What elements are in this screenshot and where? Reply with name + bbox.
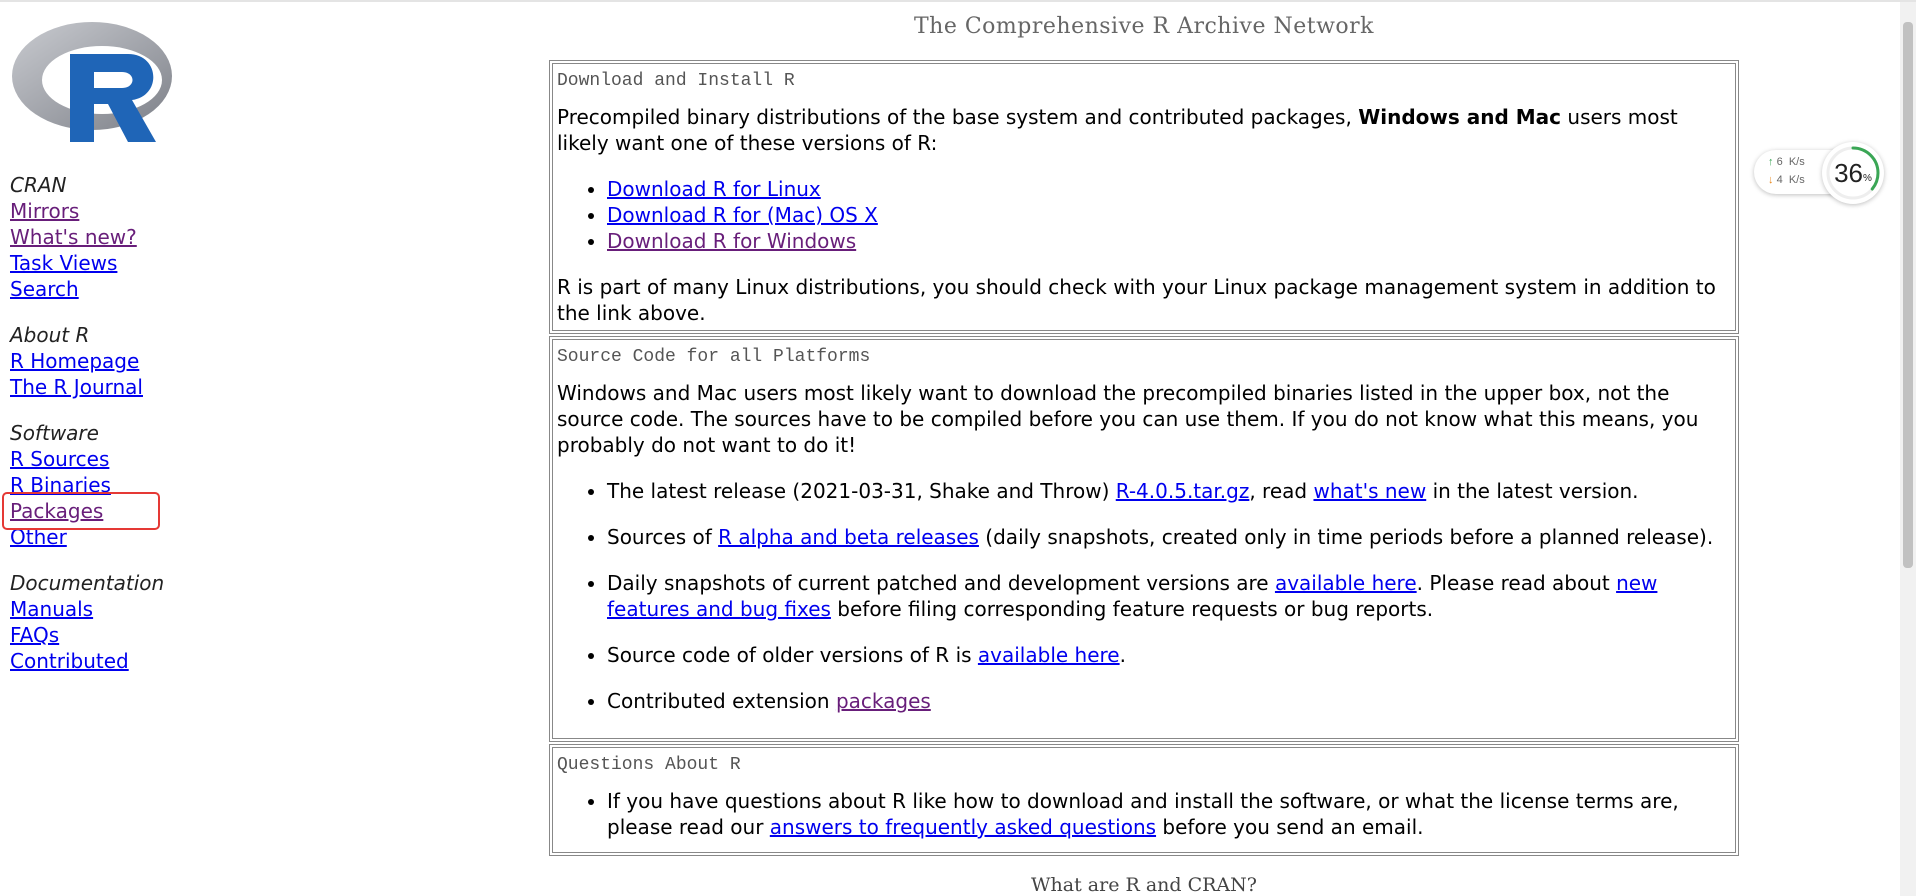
section-heading-what-are-r-cran: What are R and CRAN? (1031, 874, 1257, 896)
nav-heading-software: Software (10, 421, 99, 445)
nav-link-r-sources[interactable]: R Sources (10, 447, 110, 471)
gauge-percent: 36 (1834, 157, 1863, 188)
list-item (607, 688, 1731, 714)
download-linux-link[interactable]: Download R for Linux (607, 177, 821, 201)
nav-link-r-homepage[interactable]: R Homepage (10, 349, 140, 373)
upload-value: 6 (1776, 156, 1783, 168)
r-tarball-link[interactable]: R-4.0.5.tar.gz (1115, 479, 1250, 503)
nav-heading-documentation: Documentation (10, 571, 165, 595)
source-item-text: in the latest version. (1426, 479, 1639, 503)
scrollbar-thumb[interactable] (1903, 22, 1913, 568)
download-box-title: Download and Install R (557, 71, 795, 91)
usage-gauge (1822, 142, 1884, 204)
source-list (557, 478, 1731, 714)
questions-list (557, 788, 1731, 840)
new-features-link[interactable]: new features and bug fixes (607, 571, 1658, 621)
nav-link-r-journal[interactable]: The R Journal (10, 375, 143, 399)
download-outro: R is part of many Linux distributions, you should check with your Linux package management system in addition to the link above. (557, 275, 1716, 325)
source-box-title: Source Code for all Platforms (557, 347, 871, 367)
source-item-text: . (1119, 643, 1126, 667)
source-item-text: Source code of older versions of R is (607, 643, 978, 667)
nav-section-cran (10, 172, 230, 302)
arrow-down-icon: ↓ (1768, 174, 1774, 186)
list-item (607, 228, 1731, 254)
arrow-up-icon: ↑ (1768, 156, 1774, 168)
list-item (607, 478, 1731, 504)
network-speed-widget[interactable] (1754, 142, 1884, 204)
nav-link-packages[interactable]: Packages (10, 499, 104, 523)
nav-heading-cran: CRAN (10, 173, 67, 197)
gauge-percent-sign: % (1863, 172, 1872, 184)
list-item (607, 570, 1731, 622)
main-content (549, 60, 1739, 858)
download-mac-link[interactable]: Download R for (Mac) OS X (607, 203, 878, 227)
nav-section-software (10, 420, 230, 550)
download-intro-text: Precompiled binary distributions of the base system and contributed packages, (557, 105, 1359, 129)
questions-text-end: before you send an email. (1156, 815, 1424, 839)
left-navigation (10, 14, 230, 694)
nav-link-manuals[interactable]: Manuals (10, 597, 94, 621)
source-item-text: , read (1249, 479, 1314, 503)
nav-link-search[interactable]: Search (10, 277, 79, 301)
download-link-list (557, 176, 1731, 254)
gauge-label (1822, 142, 1884, 204)
nav-link-whats-new[interactable]: What's new? (10, 225, 137, 249)
list-item (607, 642, 1731, 668)
nav-section-about-r (10, 322, 230, 400)
vertical-scrollbar[interactable] (1900, 2, 1916, 896)
whats-new-link[interactable]: what's new (1313, 479, 1427, 503)
download-box (549, 60, 1739, 334)
questions-box-title: Questions About R (557, 755, 741, 775)
list-item (607, 176, 1731, 202)
download-intro-end: users most likely want one of these versions of R: (557, 105, 1678, 155)
daily-snapshots-link[interactable]: available here (1274, 571, 1417, 595)
list-item (607, 202, 1731, 228)
source-item-text: Contributed extension (607, 689, 836, 713)
questions-text: If you have questions about R like how to download and install the software, or what the license terms are, please read our (607, 789, 1679, 839)
browser-top-border (0, 0, 1916, 2)
nav-section-documentation (10, 570, 230, 674)
nav-link-contributed[interactable]: Contributed (10, 649, 129, 673)
source-item-text: before filing corresponding feature requests or bug reports. (830, 597, 1434, 621)
questions-box (549, 744, 1739, 856)
nav-link-task-views[interactable]: Task Views (10, 251, 118, 275)
older-versions-link[interactable]: available here (977, 643, 1120, 667)
packages-link[interactable]: packages (835, 689, 931, 713)
nav-link-faqs[interactable]: FAQs (10, 623, 60, 647)
download-unit: K/s (1788, 174, 1805, 186)
download-intro-bold: Windows and Mac (1358, 105, 1562, 129)
faq-link[interactable]: answers to frequently asked questions (769, 815, 1157, 839)
list-item (607, 524, 1731, 550)
nav-heading-about-r: About R (10, 323, 90, 347)
list-item (607, 788, 1731, 840)
source-item-text: The latest release (2021-03-31, Shake and Throw) (607, 479, 1116, 503)
download-intro (557, 104, 1731, 156)
source-item-text: Sources of (607, 525, 719, 549)
download-speed (1768, 174, 1805, 186)
download-value: 4 (1776, 174, 1783, 186)
alpha-beta-link[interactable]: R alpha and beta releases (718, 525, 979, 549)
source-item-text: (daily snapshots, created only in time periods before a planned release). (978, 525, 1714, 549)
upload-unit: K/s (1788, 156, 1805, 168)
nav-link-other[interactable]: Other (10, 525, 67, 549)
r-logo[interactable] (10, 14, 176, 144)
upload-speed (1768, 156, 1805, 168)
source-box (549, 336, 1739, 742)
nav-link-mirrors[interactable]: Mirrors (10, 199, 80, 223)
source-intro: Windows and Mac users most likely want to download the precompiled binaries listed in the upper box, not the source code. The sources have to be compiled before you can use them. If you do not know what this means, you probably do not want to do it! (557, 381, 1699, 457)
download-windows-link[interactable]: Download R for Windows (607, 229, 857, 253)
page-title: The Comprehensive R Archive Network (913, 14, 1374, 39)
source-item-text: Daily snapshots of current patched and development versions are (607, 571, 1275, 595)
source-item-text: . Please read about (1416, 571, 1617, 595)
nav-link-r-binaries[interactable]: R Binaries (10, 473, 111, 497)
